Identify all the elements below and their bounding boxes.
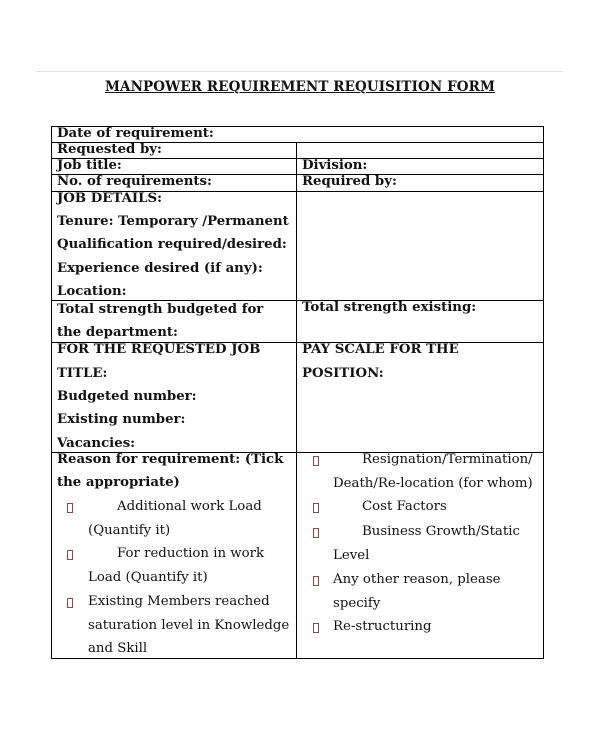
reason-option-cont: Level: [333, 548, 370, 563]
date-of-requirement-label: Date of requirement:: [57, 126, 214, 141]
checkbox-icon[interactable]: [313, 576, 319, 586]
reason-option-cont: and Skill: [88, 641, 148, 656]
requested-by-label: Requested by:: [57, 142, 162, 157]
vacancies-label: Vacancies:: [57, 436, 136, 451]
reason-option: For reduction in work: [117, 546, 265, 561]
row-divider: [51, 158, 544, 159]
pay-scale-label: PAY SCALE FOR THE: [302, 342, 459, 357]
requested-job-title-label-cont: TITLE:: [57, 366, 108, 381]
division-label: Division:: [302, 158, 368, 173]
budgeted-number-label: Budgeted number:: [57, 389, 197, 404]
requested-job-title-label: FOR THE REQUESTED JOB: [57, 342, 261, 357]
job-title-label: Job title:: [57, 158, 122, 173]
existing-number-label: Existing number:: [57, 412, 186, 427]
checkbox-icon[interactable]: [313, 503, 319, 513]
reason-option: Existing Members reached: [88, 594, 270, 609]
total-strength-existing-label: Total strength existing:: [302, 300, 477, 315]
reason-option: Business Growth/Static: [362, 524, 520, 539]
checkbox-icon[interactable]: [67, 503, 73, 513]
form-title: MANPOWER REQUIREMENT REQUISITION FORM: [104, 79, 495, 95]
job-details-heading: JOB DETAILS:: [57, 191, 162, 206]
table-border: [51, 658, 544, 659]
reason-option: Additional work Load: [117, 499, 262, 514]
pay-scale-label-cont: POSITION:: [302, 366, 384, 381]
experience-label: Experience desired (if any):: [57, 261, 263, 276]
reason-option-cont: (Quantify it): [88, 523, 171, 538]
location-label: Location:: [57, 284, 127, 299]
qualification-label: Qualification required/desired:: [57, 237, 287, 252]
checkbox-icon[interactable]: [313, 623, 319, 633]
reason-option-cont: specify: [333, 596, 381, 611]
no-of-requirements-label: No. of requirements:: [57, 174, 212, 189]
table-border: [51, 126, 52, 659]
column-divider: [296, 142, 297, 658]
tenure-label: Tenure: Temporary /Permanent: [57, 214, 289, 229]
total-strength-budgeted-label: Total strength budgeted for: [57, 302, 264, 317]
reason-option: Any other reason, please: [333, 572, 501, 587]
reason-option-cont: Death/Re-location (for whom): [333, 476, 533, 491]
reason-option-cont: saturation level in Knowledge: [88, 618, 290, 633]
reason-option: Cost Factors: [362, 499, 447, 514]
checkbox-icon[interactable]: [67, 598, 73, 608]
total-strength-budgeted-label-cont: the department:: [57, 325, 178, 340]
reason-option: Resignation/Termination/: [362, 452, 533, 467]
page-top-divider: [36, 71, 563, 72]
checkbox-icon[interactable]: [313, 456, 319, 466]
checkbox-icon[interactable]: [313, 528, 319, 538]
required-by-label: Required by:: [302, 174, 397, 189]
reason-option: Re-structuring: [333, 619, 432, 634]
table-border: [543, 126, 544, 659]
reason-heading-cont: the appropriate): [57, 475, 180, 490]
reason-option-cont: Load (Quantify it): [88, 570, 208, 585]
reason-heading: Reason for requirement: (Tick: [57, 452, 284, 467]
checkbox-icon[interactable]: [67, 550, 73, 560]
